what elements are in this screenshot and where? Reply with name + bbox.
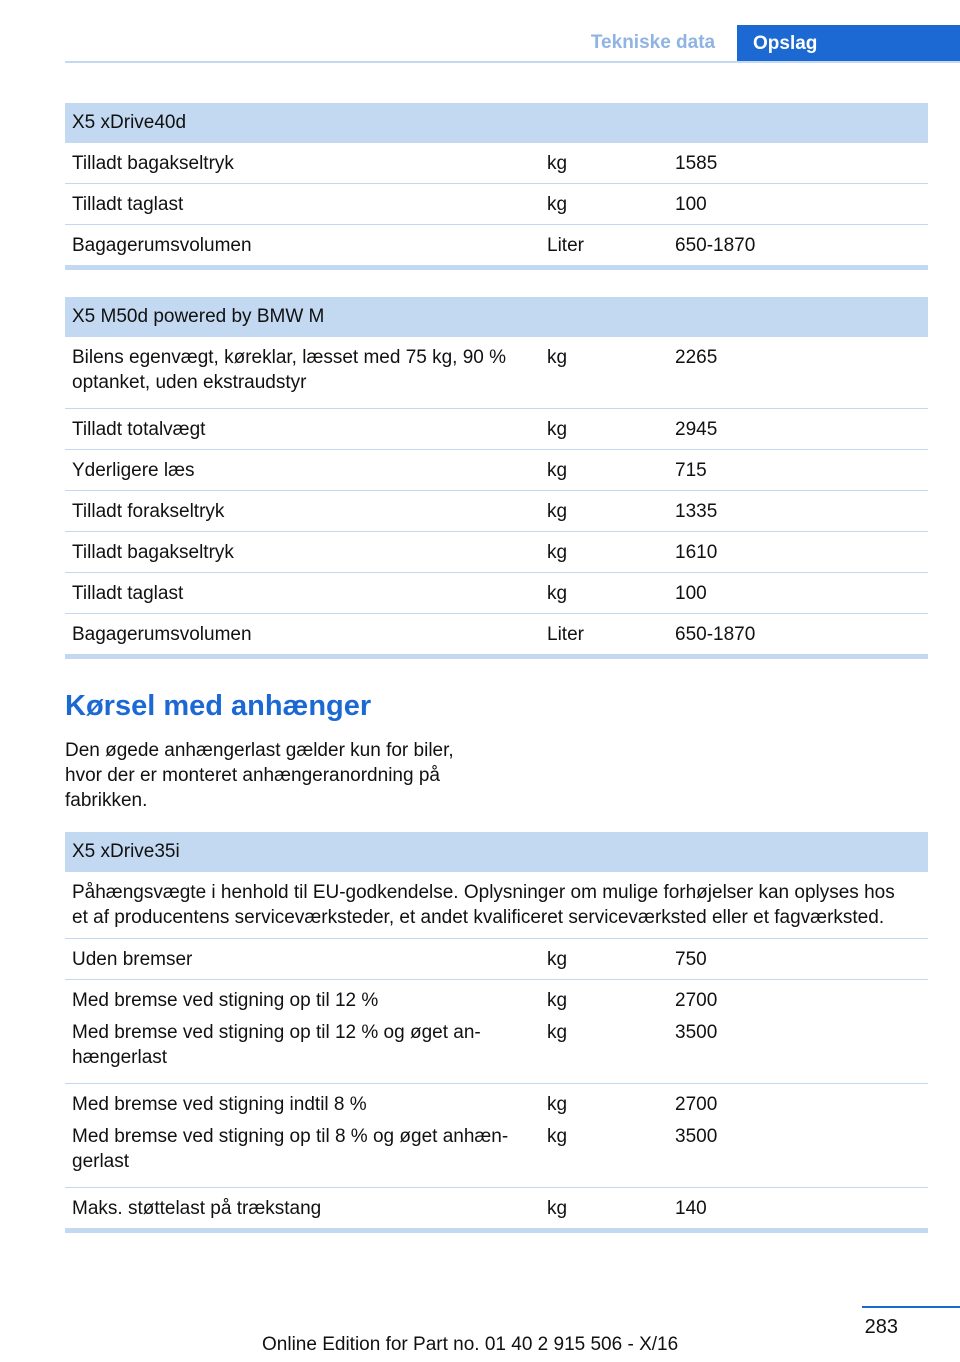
table-row [65, 224, 928, 265]
row-label: Uden bremser [72, 949, 193, 970]
table-row [65, 449, 928, 490]
row-value: 715 [675, 460, 707, 481]
table-x5-xdrive40d [65, 103, 928, 270]
row-unit: kg [547, 501, 568, 522]
row-value: 2265 [675, 347, 718, 368]
row-value: 3500 [675, 1126, 718, 1147]
tab-opslag[interactable]: Opslag [737, 25, 960, 63]
row-label: Bagagerumsvolumen [72, 235, 252, 256]
row-unit: kg [547, 460, 568, 481]
row-label: Maks. støttelast på trækstang [72, 1198, 322, 1219]
table-row [65, 408, 928, 449]
table-row [65, 613, 928, 654]
row-unit: kg [547, 583, 568, 604]
table-row [65, 337, 928, 408]
row-label: Tilladt bagakseltryk [72, 542, 234, 563]
row-unit: kg [547, 1022, 568, 1043]
row-unit: kg [547, 1094, 568, 1115]
row-value: 2945 [675, 419, 718, 440]
row-value: 100 [675, 583, 707, 604]
row-unit: kg [547, 194, 568, 215]
row-unit: kg [547, 990, 568, 1011]
table-title: X5 xDrive35i [65, 832, 928, 872]
table-row [65, 490, 928, 531]
row-value: 1610 [675, 542, 718, 563]
row-value: 3500 [675, 1022, 718, 1043]
row-value: 140 [675, 1198, 707, 1219]
tab-tekniske-data[interactable]: Tekniske data [590, 32, 716, 53]
row-line [72, 1020, 928, 1070]
row-label: Bagagerumsvolumen [72, 624, 252, 645]
row-label: Tilladt taglast [72, 583, 184, 604]
row-label: Tilladt bagakseltryk [72, 153, 234, 174]
row-unit: kg [547, 949, 568, 970]
header-divider [65, 61, 960, 63]
table-row [65, 183, 928, 224]
footer-edition: Online Edition for Part no. 01 40 2 915 506 - X/16 [262, 1334, 679, 1355]
page-number: 283 [864, 1316, 898, 1338]
row-label: Med bremse ved stigning op til 12 % [72, 990, 379, 1011]
row-label: Med bremse ved stigning indtil 8 % [72, 1094, 367, 1115]
table-x5-m50d [65, 297, 928, 659]
table-row [65, 1083, 928, 1187]
section-text: Den øgede anhængerlast gælder kun for biler, hvor der er monteret anhængeranordning på fabrikken. [65, 740, 454, 811]
row-line [72, 1092, 928, 1117]
section-title: Kørsel med anhænger [65, 690, 372, 722]
row-unit: kg [547, 1198, 568, 1219]
footer-divider [862, 1306, 960, 1308]
row-value: 1335 [675, 501, 718, 522]
row-unit: kg [547, 542, 568, 563]
row-label: Bilens egenvægt, køreklar, læsset med 75 kg, 90 % optanket, uden ekstraudstyr [72, 347, 507, 393]
row-value: 650-1870 [675, 624, 756, 645]
table-row [65, 979, 928, 1083]
row-unit: kg [547, 1126, 568, 1147]
row-value: 100 [675, 194, 707, 215]
row-value: 2700 [675, 1094, 718, 1115]
row-value: 750 [675, 949, 707, 970]
table-end-rule [65, 654, 928, 659]
table-note: Påhængsvægte i henhold til EU-godkendelse. Oplysninger om mulige forhøjelser kan oplyses hos et af producentens serviceværksteder, et andet kvalificeret serviceværksted eller et fagværksted. [72, 882, 895, 928]
table-row [65, 143, 928, 183]
row-line [72, 988, 928, 1013]
row-value: 1585 [675, 153, 718, 174]
table-title: X5 xDrive40d [65, 103, 928, 143]
row-value: 650-1870 [675, 235, 756, 256]
row-unit: Liter [547, 624, 584, 645]
row-line [72, 1124, 928, 1174]
table-end-rule [65, 1228, 928, 1233]
row-unit: kg [547, 347, 568, 368]
table-end-rule [65, 265, 928, 270]
row-label: Tilladt totalvægt [72, 419, 206, 440]
row-label: Yderligere læs [72, 460, 195, 481]
table-row [65, 531, 928, 572]
table-row [65, 572, 928, 613]
row-label: Tilladt forakseltryk [72, 501, 225, 522]
table-row [65, 938, 928, 979]
row-label: Med bremse ved stigning op til 12 % og øget anhængerlast [72, 1022, 481, 1068]
table-title: X5 M50d powered by BMW M [65, 297, 928, 337]
table-x5-xdrive35i [65, 832, 928, 1233]
row-value: 2700 [675, 990, 718, 1011]
row-label: Med bremse ved stigning op til 8 % og øget anhængerlast [72, 1126, 509, 1172]
row-unit: kg [547, 419, 568, 440]
table-row [65, 1187, 928, 1228]
row-label: Tilladt taglast [72, 194, 184, 215]
row-unit: kg [547, 153, 568, 174]
row-unit: Liter [547, 235, 584, 256]
